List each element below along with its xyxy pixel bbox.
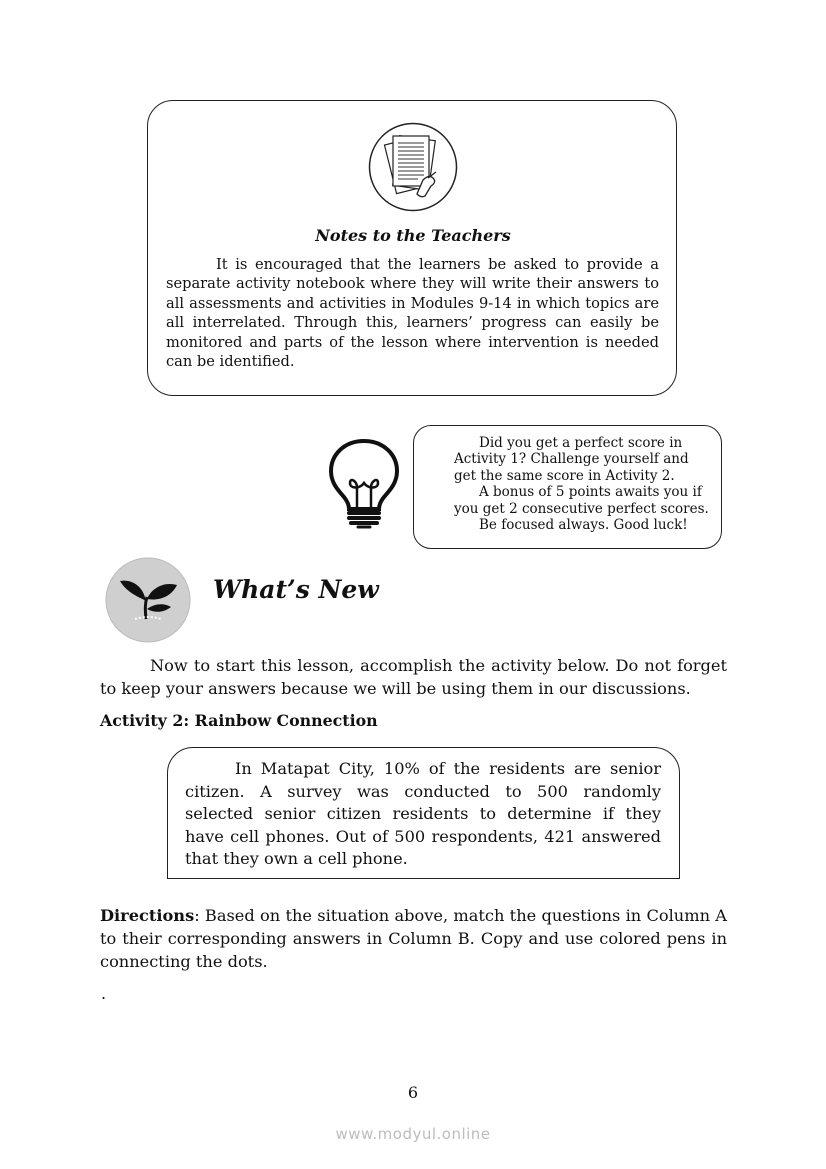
notes-paragraph: It is encouraged that the learners be asked to provide a separate activity notebook where they will write their answers to all assessments and activities in Modules 9-14 in which topics are all interrelated. Through this, learners’ progress can easily be monitored and parts of the lesson where intervention is needed can be identified. [166,256,659,371]
stray-dot: . [101,984,107,1003]
sprout-icon [105,557,191,643]
directions-paragraph [100,904,727,973]
tip-line: A bonus of 5 points awaits you if [479,484,702,501]
intro-paragraph: Now to start this lesson, accomplish the activity below. Do not forget to keep your answers because we will be using them in our discussions. [100,656,727,698]
tip-line: get the same score in Activity 2. [454,467,675,484]
lightbulb-icon [326,437,402,529]
tip-line: Did you get a perfect score in [479,435,683,451]
page-number: 6 [407,1083,419,1102]
tip-line: Be focused always. Good luck! [479,517,688,534]
scenario-text: In Matapat City, 10% of the residents are senior citizen. A survey was conducted to 500 randomly selected senior citizen residents to determine if they have cell phones. Out of 500 respondents, 421 answered that they own a cell phone. [185,759,661,868]
directions-label: Directions [100,906,195,925]
activity-title: Activity 2: Rainbow Connection [100,711,378,730]
tip-line: you get 2 consecutive perfect scores. [454,500,709,517]
directions-text: : Based on the situation above, match the questions in Column A to their corresponding answers in Column B. Copy and use colored pens in connecting the dots. [100,906,727,971]
notes-papers-icon [368,122,458,212]
tip-text [446,435,710,533]
section-title-whats-new: What’s New [213,575,379,604]
notes-title: Notes to the Teachers [315,226,511,245]
watermark: www.modyul.online [335,1125,491,1143]
tip-line: Activity 1? Challenge yourself and [454,451,689,468]
notes-body [166,255,659,371]
